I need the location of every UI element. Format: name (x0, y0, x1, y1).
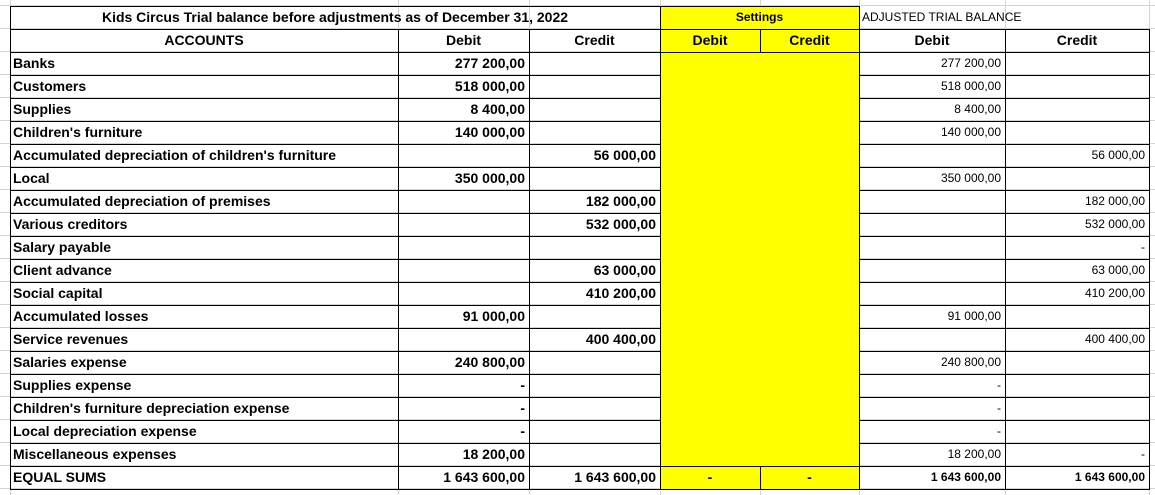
adjusted-credit-amount: 56 000,00 (1091, 148, 1145, 162)
adjusted-credit-amount: 182 000,00 (1084, 194, 1145, 208)
debit-amount: 18 200,00 (462, 446, 525, 462)
debit-amount: 350 000,00 (454, 170, 525, 186)
cell-border (10, 121, 660, 122)
account-name: Supplies (13, 101, 72, 117)
total-settings-credit: - (807, 469, 812, 485)
adjusted-debit-amount: 140 000,00 (940, 125, 1001, 139)
cell-border (10, 29, 11, 489)
adjusted-credit-amount: 410 200,00 (1084, 286, 1145, 300)
credit-amount (529, 75, 660, 98)
debit-amount (398, 259, 529, 282)
cell-border (10, 397, 660, 398)
cell-border (10, 489, 660, 490)
debit-amount: - (520, 377, 525, 393)
cell-border (1005, 29, 1006, 490)
debit-amount: 240 800,00 (454, 354, 525, 370)
credit-amount (529, 52, 660, 75)
adjusted-credit-amount (1005, 305, 1149, 328)
cell-border (10, 282, 660, 283)
credit-amount (529, 121, 660, 144)
adjusted-debit-amount: 350 000,00 (940, 171, 1001, 185)
column-header-settings-credit: Credit (789, 32, 830, 48)
account-name: Local depreciation expense (13, 423, 197, 439)
cell-border (398, 29, 399, 489)
debit-amount (398, 213, 529, 236)
credit-amount (529, 351, 660, 374)
credit-amount (529, 167, 660, 190)
cell-border (660, 6, 661, 489)
column-header-settings-debit: Debit (692, 32, 728, 48)
account-name: Salaries expense (13, 354, 127, 370)
credit-amount (529, 236, 660, 259)
adjusted-credit-amount (1005, 167, 1149, 190)
adjusted-credit-amount (1005, 374, 1149, 397)
adjusted-debit-amount (859, 144, 1005, 167)
adjusted-credit-amount (1005, 52, 1149, 75)
adjusted-debit-amount: 277 200,00 (940, 56, 1001, 70)
adjusted-debit-amount (859, 259, 1005, 282)
adjusted-debit-amount: 18 200,00 (947, 447, 1001, 461)
adjusted-debit-amount: 8 400,00 (954, 102, 1001, 116)
credit-amount: 63 000,00 (593, 262, 656, 278)
cell-border (10, 144, 660, 145)
debit-amount (398, 282, 529, 305)
account-name: Service revenues (13, 331, 129, 347)
debit-amount (398, 236, 529, 259)
credit-amount (529, 443, 660, 466)
settings-header: Settings (735, 10, 784, 24)
adjusted-debit-amount: - (997, 424, 1001, 438)
cell-border (10, 98, 660, 99)
debit-amount: - (520, 423, 525, 439)
cell-border (10, 6, 11, 29)
column-header-adjusted-debit: Debit (914, 32, 950, 48)
account-name: Client advance (13, 262, 112, 278)
adjusted-credit-amount (1005, 121, 1149, 144)
total-debit: 1 643 600,00 (443, 469, 525, 485)
total-credit: 1 643 600,00 (574, 469, 656, 485)
cell-border (1149, 29, 1150, 52)
account-name: Supplies expense (13, 377, 132, 393)
cell-border (10, 466, 660, 467)
cell-border (10, 236, 660, 237)
adjusted-debit-amount: 240 800,00 (940, 355, 1001, 369)
credit-amount: 182 000,00 (585, 193, 656, 209)
total-adjusted-debit: 1 643 600,00 (930, 470, 1001, 484)
cell-border (660, 489, 859, 490)
adjusted-credit-amount (1005, 351, 1149, 374)
column-header-credit: Credit (574, 32, 615, 48)
credit-amount: 400 400,00 (585, 331, 656, 347)
cell-border (10, 167, 660, 168)
adjusted-debit-amount (859, 236, 1005, 259)
debit-amount (398, 190, 529, 213)
cell-border (10, 6, 660, 7)
column-header-debit: Debit (446, 32, 481, 48)
column-header-accounts: ACCOUNTS (164, 32, 244, 48)
credit-amount (529, 305, 660, 328)
cell-border (10, 443, 660, 444)
credit-amount: 410 200,00 (585, 285, 656, 301)
credit-amount: 532 000,00 (585, 216, 656, 232)
column-header-adjusted-credit: Credit (1056, 32, 1098, 48)
cell-border (10, 29, 660, 30)
cell-border (760, 466, 761, 489)
cell-border (10, 351, 660, 352)
adjusted-credit-amount: 532 000,00 (1084, 217, 1145, 231)
adjusted-trial-balance-header: ADJUSTED TRIAL BALANCE (862, 10, 1022, 24)
cell-border (760, 29, 761, 52)
cell-border (10, 420, 660, 421)
account-name: Children's furniture (13, 124, 143, 140)
account-name: Accumulated depreciation of premises (13, 193, 271, 209)
account-name: Social capital (13, 285, 103, 301)
cell-border (529, 29, 530, 489)
cell-border (10, 213, 660, 214)
cell-border (859, 6, 860, 489)
adjusted-debit-amount (859, 190, 1005, 213)
cell-border (10, 190, 660, 191)
credit-amount (529, 98, 660, 121)
adjusted-debit-amount: 518 000,00 (940, 79, 1001, 93)
adjusted-credit-amount (1005, 98, 1149, 121)
debit-amount: 277 200,00 (454, 55, 525, 71)
debit-amount: 8 400,00 (470, 101, 525, 117)
adjusted-credit-amount (1005, 397, 1149, 420)
adjusted-credit-amount: 63 000,00 (1091, 263, 1145, 277)
adjusted-credit-amount: - (1141, 447, 1145, 461)
adjusted-debit-amount: - (997, 378, 1001, 392)
account-name: Local (13, 170, 50, 186)
adjusted-debit-amount: - (997, 401, 1001, 415)
adjusted-debit-amount (859, 213, 1005, 236)
adjusted-debit-amount (859, 282, 1005, 305)
cell-border (660, 6, 859, 7)
settings-highlight (660, 6, 859, 489)
total-settings-debit: - (707, 469, 713, 485)
account-name: Banks (13, 55, 56, 71)
cell-border (10, 305, 660, 306)
adjusted-credit-amount: - (1141, 240, 1145, 254)
credit-amount (529, 420, 660, 443)
debit-amount (398, 144, 529, 167)
account-name: Salary payable (13, 239, 112, 255)
adjusted-debit-amount (859, 328, 1005, 351)
debit-amount: 140 000,00 (454, 124, 525, 140)
adjusted-credit-amount (1005, 75, 1149, 98)
cell-border (1149, 29, 1150, 490)
adjusted-debit-amount: 91 000,00 (947, 309, 1001, 323)
cell-border (10, 328, 660, 329)
debit-amount: - (520, 400, 525, 416)
credit-amount: 56 000,00 (593, 147, 656, 163)
cell-border (10, 259, 660, 260)
adjusted-credit-amount (1005, 420, 1149, 443)
account-name: Customers (13, 78, 87, 94)
totals-label: EQUAL SUMS (13, 469, 107, 485)
debit-amount: 91 000,00 (462, 308, 525, 324)
debit-amount (398, 328, 529, 351)
credit-amount (529, 397, 660, 420)
credit-amount (529, 374, 660, 397)
cell-border (10, 75, 660, 76)
account-name: Accumulated losses (13, 308, 149, 324)
account-name: Miscellaneous expenses (13, 446, 177, 462)
sheet-title: Kids Circus Trial balance before adjustments as of December 31, 2022 (101, 9, 569, 25)
total-adjusted-credit: 1 643 600,00 (1074, 470, 1145, 484)
cell-border (10, 374, 660, 375)
account-name: Accumulated depreciation of children's furniture (13, 147, 337, 163)
account-name: Children's furniture depreciation expense (13, 400, 290, 416)
cell-border (660, 52, 859, 53)
account-name: Various creditors (13, 216, 128, 232)
cell-border (10, 52, 660, 53)
debit-amount: 518 000,00 (454, 78, 525, 94)
adjusted-credit-amount: 400 400,00 (1084, 332, 1145, 346)
